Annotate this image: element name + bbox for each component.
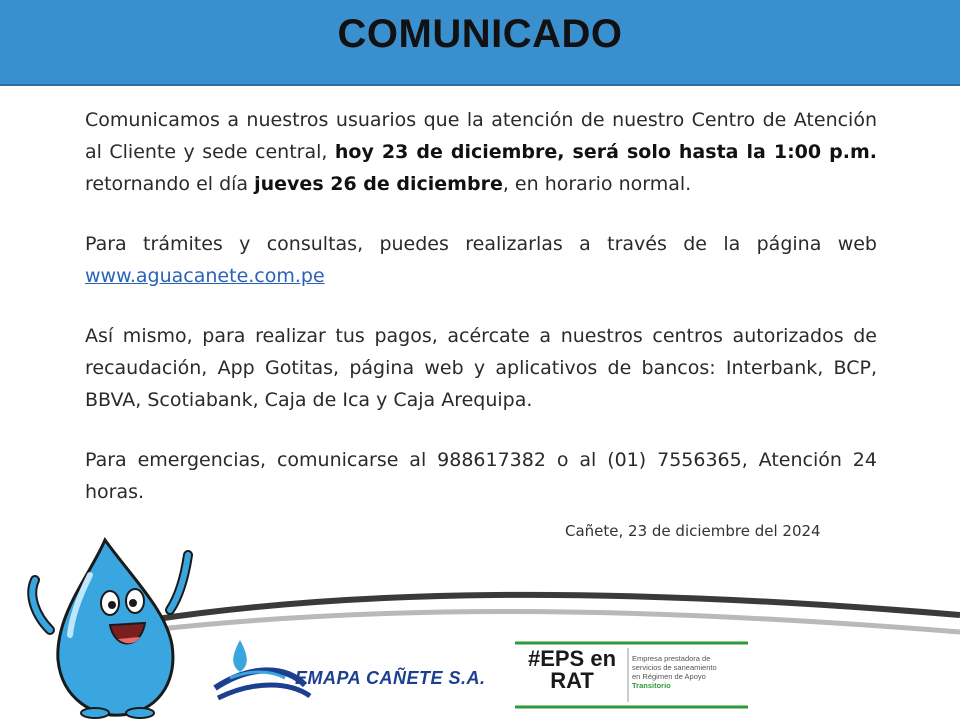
schedule-text-2: retornando el día xyxy=(85,173,255,195)
eps-sub-line2: servicios de saneamiento xyxy=(632,663,717,672)
eps-rat-subtitle xyxy=(632,654,754,690)
page-title: COMUNICADO xyxy=(337,12,623,56)
website-link[interactable]: www.aguacanete.com.pe xyxy=(85,265,325,287)
eps-rat-line1: #EPS en xyxy=(527,646,617,671)
water-drop-mascot xyxy=(10,535,210,720)
eps-sub-line4: Transitorio xyxy=(632,681,671,690)
header-banner xyxy=(0,0,960,86)
web-text: Para trámites y consultas, puedes realizarlas a través de la página web xyxy=(85,233,877,255)
announcement-body xyxy=(85,104,877,536)
eps-sub-line3: en Régimen de Apoyo xyxy=(632,672,706,681)
eps-sub-line1: Empresa prestadora de xyxy=(632,654,711,663)
paragraph-web xyxy=(85,228,877,292)
eps-rat-logo-text xyxy=(518,648,626,692)
schedule-text-1: Comunicamos a nuestros usuarios que la atención de nuestro Centro de Atención al Cliente y sede central, xyxy=(85,109,877,163)
schedule-highlight-today: hoy 23 de diciembre, será solo hasta la 1:00 p.m. xyxy=(334,141,877,163)
eps-rat-line2: RAT xyxy=(550,668,594,693)
date-signature: Cañete, 23 de diciembre del 2024 xyxy=(565,522,821,540)
emapa-logo-text: EMAPA CAÑETE S.A. xyxy=(295,668,486,688)
paragraph-schedule xyxy=(85,104,877,200)
schedule-text-3: , en horario normal. xyxy=(502,173,692,195)
paragraph-payments: Así mismo, para realizar tus pagos, acércate a nuestros centros autorizados de recaudación, App Gotitas, página web y aplicativos de bancos: Interbank, BCP, BBVA, Scotiabank, Caja de Ica y Caja Arequipa. xyxy=(85,325,877,411)
paragraph-emergencies: Para emergencias, comunicarse al 988617382 o al (01) 7556365, Atención 24 horas. xyxy=(85,449,877,503)
schedule-highlight-return: jueves 26 de diciembre xyxy=(254,173,503,195)
